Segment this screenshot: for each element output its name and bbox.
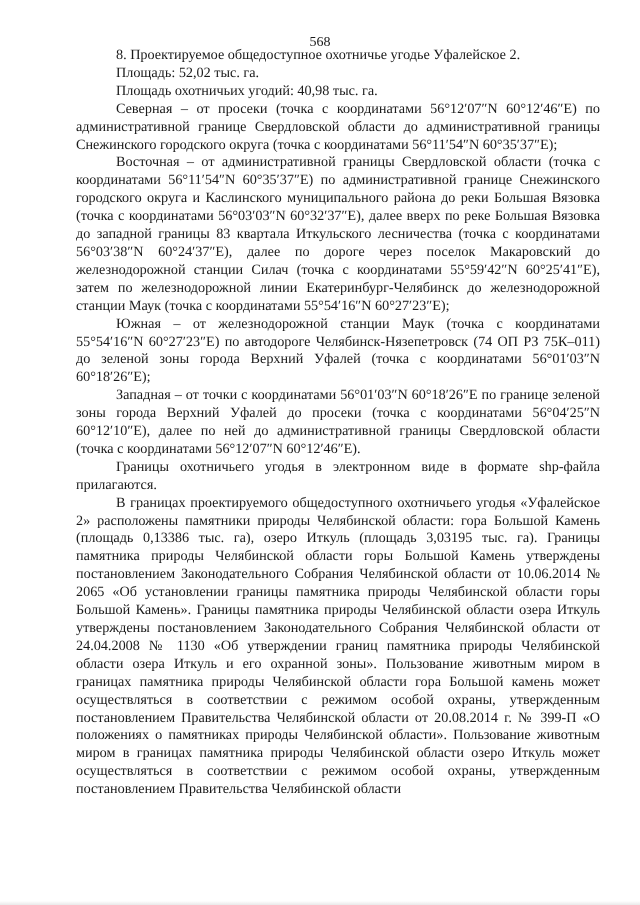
border-east: Восточная – от административной границы Свердловской области (точка с координатами 56°11′54″N 60°35′37″E) по административной границе Снежинского городского округа и Каслинского муниципального района до реки Большая Вязовка (точка с координатами 56°03′03″N 60°32′37″E), далее вверх по реке Большая Вязовка до западной границы 83 квартала Иткульского лесничества (точка с координатами 56°03′38″N 60°24′37″E), далее по дороге через поселок Макаровский до железнодорожной станции Силач (точка с координатами 55°59′42″N 60°25′41″E), затем по железнодорожной линии Екатеринбург-Челябинск до железнодорожной станции Маук (точка с координатами 55°54′16″N 60°27′23″E); [76, 154, 600, 314]
page-number: 568 [309, 35, 331, 50]
area-hunting: Площадь охотничьих угодий: 40,98 тыс. га. [116, 82, 378, 99]
shp-file-note: Границы охотничьего угодья в электронном виде в формате shp-файла прилагаются. [76, 458, 600, 493]
scan-edge [0, 901, 640, 905]
border-west: Западная – от точки с координатами 56°01′03″N 60°18′26″E по границе зеленой зоны города Верхний Уфалей до просеки (точка с координатами 56°04′25″N 60°12′10″E), далее по ней до административной границы Свердловской области (точка с координатами 56°12′07″N 60°12′46″E). [76, 387, 600, 457]
document-body [76, 47, 600, 799]
section-heading: 8. Проектируемое общедоступное охотничье угодье Уфалейское 2. [116, 47, 521, 63]
border-north: Северная – от просеки (точка с координатами 56°12′07″N 60°12′46″E) по административной границе Свердловской области до административной границы Снежинского городского округа (точка с координатами 56°11′54″N 60°35′37″E); [76, 100, 600, 153]
nature-monuments-paragraph: В границах проектируемого общедоступного охотничьего угодья «Уфалейское 2» расположены памятники природы Челябинской области: гора Большой Камень (площадь 0,13386 тыс. га), озеро Иткуль (площадь 3,03195 тыс. га). Границы памятника природы Челябинской области горы Большой Камень утверждены постановлением Законодательного Собрания Челябинской области от 10.06.2014 № 2065 «Об установлении границы памятника природы Челябинской области горы Большой Камень». Границы памятника природы Челябинской области озера Иткуль утверждены постановлением Законодательного Собрания Челябинской области от 24.04.2008 № 1130 «Об утверждении границ памятника природы Челябинской области озера Иткуль и его охранной зоны». Пользование животным миром в границах памятника природы Челябинской области гора Большой камень может осуществляться в соответствии с режимом особой охраны, утвержденным постановлением Правительства Челябинской области от 20.08.2014 г. № 399-П «О положениях о памятниках природы Челябинской области». Пользование животным миром в границах памятника природы Челябинской области озеро Иткуль может осуществляться в соответствии с режимом особой охраны, утвержденным постановлением Правительства Челябинской области [76, 494, 600, 798]
area-total: Площадь: 52,02 тыс. га. [116, 64, 260, 81]
border-south: Южная – от железнодорожной станции Маук (точка с координатами 55°54′16″N 60°27′23″E) по автодороге Челябинск-Нязепетровск (74 ОП РЗ 75К–011) до зеленой зоны города Верхний Уфалей (точка с координатами 56°01′03″N 60°18′26″E); [76, 315, 600, 386]
